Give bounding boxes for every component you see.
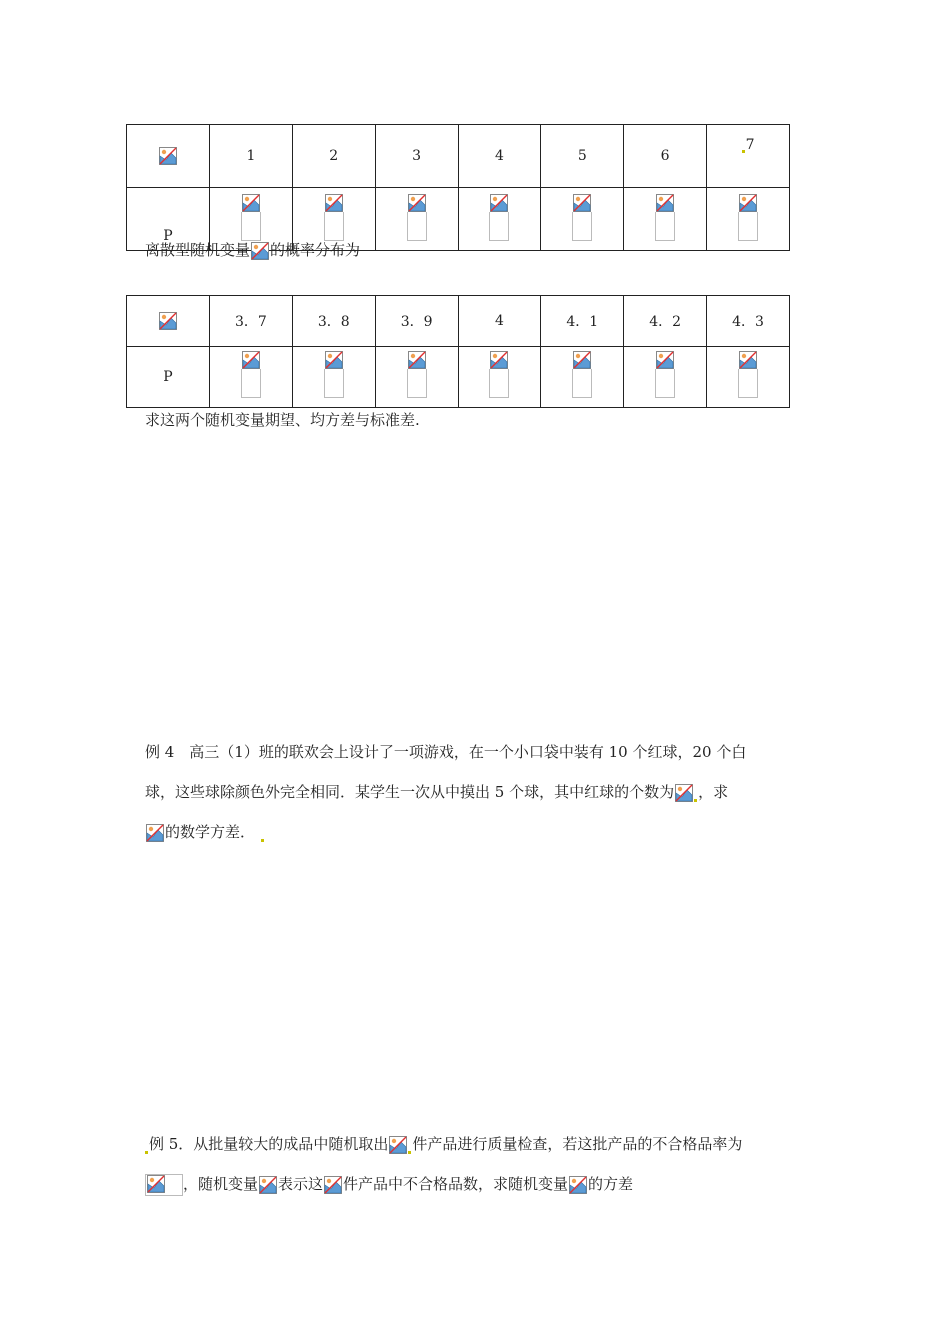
value-cell: 4．2 [624, 296, 707, 347]
marker-dot [408, 1151, 411, 1154]
broken-image-icon [739, 194, 757, 212]
value-cell: 4 [458, 296, 541, 347]
value-cell: 4 [458, 125, 541, 188]
broken-image-icon [573, 194, 591, 212]
p-label: P [163, 228, 173, 244]
broken-image-icon [573, 351, 591, 369]
text-span: 球，这些球除颜色外完全相同．某学生一次从中摸出 5 个球，其中红球的个数为 [145, 783, 675, 801]
text-span: 的数学方差． [165, 823, 256, 841]
blank-box [145, 1174, 183, 1196]
prob-cell [210, 347, 293, 408]
value-cell: 3．9 [375, 296, 458, 347]
broken-image-icon [147, 1175, 165, 1193]
distribution-table-2 [126, 295, 790, 408]
prob-cell [541, 188, 624, 251]
value-cell: 5 [541, 125, 624, 188]
example4-line-2 [145, 782, 728, 802]
value-cell: 6 [624, 125, 707, 188]
value-cell: 3．7 [210, 296, 293, 347]
prob-cell [375, 347, 458, 408]
prob-cell [624, 188, 707, 251]
value-cell: 4．1 [541, 296, 624, 347]
text-span: 件产品中不合格品数，求随机变量 [343, 1175, 569, 1193]
variable-header-cell [127, 296, 210, 347]
value-text: 7 [745, 137, 755, 153]
broken-image-icon [490, 351, 508, 369]
value-cell [707, 125, 790, 188]
example4-line-3 [145, 822, 265, 842]
marker-dot [742, 150, 745, 153]
text-span: 的概率分布为 [270, 241, 361, 259]
text-span: ，求 [698, 783, 729, 801]
broken-image-icon [389, 1136, 407, 1154]
example4-line-1 [145, 742, 746, 762]
variable-header-cell [127, 125, 210, 188]
value-cell: 4．3 [707, 296, 790, 347]
broken-image-icon [159, 147, 177, 165]
example5-line-1 [145, 1134, 742, 1154]
p-label-cell [127, 347, 210, 408]
broken-image-icon [146, 824, 164, 842]
prob-cell [707, 347, 790, 408]
broken-image-icon [408, 194, 426, 212]
text-span: 的方差 [588, 1175, 634, 1193]
prob-cell [541, 347, 624, 408]
broken-image-icon [259, 1176, 277, 1194]
question-line [145, 410, 420, 430]
broken-image-icon [656, 194, 674, 212]
text-span: ，随机变量 [183, 1175, 259, 1193]
distribution-table-1 [126, 124, 790, 251]
marker-dot [261, 839, 264, 842]
broken-image-icon [325, 194, 343, 212]
value-cell: 3 [375, 125, 458, 188]
broken-image-icon [739, 351, 757, 369]
broken-image-icon [490, 194, 508, 212]
intro-line-2 [145, 240, 360, 260]
prob-cell [707, 188, 790, 251]
text-span: 例 4 高三（1）班的联欢会上设计了一项游戏，在一个小口袋中装有 10 个红球，20 个白 [145, 743, 747, 761]
text-span: 例 5．从批量较大的成品中随机取出 [149, 1135, 389, 1153]
broken-image-icon [675, 784, 693, 802]
example5-line-2 [145, 1174, 633, 1196]
broken-image-icon [324, 1176, 342, 1194]
prob-cell [624, 347, 707, 408]
value-cell: 3．8 [292, 296, 375, 347]
prob-cell [375, 188, 458, 251]
broken-image-icon [159, 312, 177, 330]
text-span: 表示这 [278, 1175, 324, 1193]
marker-dot [145, 1151, 148, 1154]
text-span: 件产品进行质量检查，若这批产品的不合格品率为 [412, 1135, 743, 1153]
broken-image-icon [325, 351, 343, 369]
prob-cell [292, 347, 375, 408]
broken-image-icon [656, 351, 674, 369]
value-cell: 1 [210, 125, 293, 188]
broken-image-icon [242, 194, 260, 212]
value-cell: 2 [292, 125, 375, 188]
broken-image-icon [242, 351, 260, 369]
text-span: 求这两个随机变量期望、均方差与标准差. [145, 411, 420, 429]
p-label: P [163, 369, 173, 385]
marker-dot [694, 799, 697, 802]
broken-image-icon [408, 351, 426, 369]
text-span: 离散型随机变量 [145, 241, 251, 259]
broken-image-icon [569, 1176, 587, 1194]
prob-cell [458, 347, 541, 408]
broken-image-icon [251, 242, 269, 260]
prob-cell [458, 188, 541, 251]
